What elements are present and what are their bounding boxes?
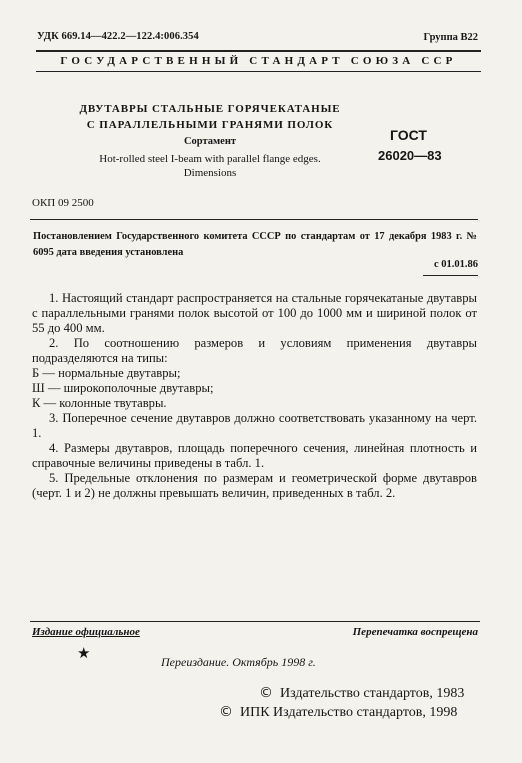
type-k-item: К — колонные твутавры. [32, 396, 167, 410]
introduction-date: с 01.01.86 [433, 259, 478, 270]
title-line-1: ДВУТАВРЫ СТАЛЬНЫЕ ГОРЯЧЕКАТАНЫЕ [79, 103, 341, 115]
standard-body [32, 291, 477, 501]
type-b-item: Б — нормальные двутавры; [32, 366, 181, 380]
group-code: Группа В22 [423, 32, 478, 43]
date-underline [423, 275, 478, 276]
copyright-icon: © [219, 704, 233, 720]
title-line-2: С ПАРАЛЛЕЛЬНЫМИ ГРАНЯМИ ПОЛОК [86, 119, 334, 131]
type-sh-item: Ш — широкополочные двутавры; [32, 381, 214, 395]
official-edition-label: Издание официальное [32, 626, 140, 638]
paragraph-5: 5. Предельные отклонения по размерам и геометрической форме двутавров (черт. 1 и 2) не должны превышать величин, приведенных в табл. 2. [32, 471, 477, 500]
assortment-label: Сортамент [183, 136, 237, 147]
reprint-forbidden-label: Перепечатка воспрещена [352, 626, 478, 638]
copyright-text-2: ИПК Издательство стандартов, 1998 [240, 705, 458, 720]
footer-rule [30, 621, 480, 622]
section-divider [30, 219, 478, 220]
copyright-line-2 [219, 704, 457, 721]
title-block [55, 101, 365, 180]
copyright-line-1 [259, 685, 464, 702]
header-rule-top [36, 50, 481, 52]
okp-code: ОКП 09 2500 [32, 197, 94, 209]
reissue-note: Переиздание. Октябрь 1998 г. [161, 655, 316, 669]
decree-text: Постановлением Государственного комитета СССР по стандартам от 17 декабря 1983 г. № 6095 дата введения установлена [33, 231, 477, 258]
english-title-line-2: Dimensions [183, 167, 237, 179]
gost-label: ГОСТ [390, 127, 427, 143]
header-rule-bottom [36, 71, 481, 72]
english-title-line-1: Hot-rolled steel I-beam with parallel flange edges. [99, 153, 321, 165]
udk-code: УДК 669.14—422.2—122.4:006.354 [37, 31, 199, 42]
gost-number: 26020—83 [378, 148, 442, 163]
paragraph-1: 1. Настоящий стандарт распространяется на стальные горячекатаные двутавры с параллельными гранями полок высотой от 100 до 1000 мм и шириной полок от 55 до 400 мм. [32, 291, 477, 335]
copyright-text-1: Издательство стандартов, 1983 [280, 686, 465, 701]
state-standard-banner: ГОСУДАРСТВЕННЫЙ СТАНДАРТ СОЮЗА ССР [60, 55, 457, 67]
star-icon: ★ [77, 646, 91, 662]
paragraph-3: 3. Поперечное сечение двутавров должно соответствовать указанному на черт. 1. [32, 411, 477, 440]
paragraph-4: 4. Размеры двутавров, площадь поперечного сечения, линейная плотность и справочные величины приведены в табл. 1. [32, 441, 477, 470]
copyright-icon: © [259, 685, 273, 701]
paragraph-2: 2. По соотношению размеров и условиям применения двутавры подразделяются на типы: [32, 336, 477, 365]
